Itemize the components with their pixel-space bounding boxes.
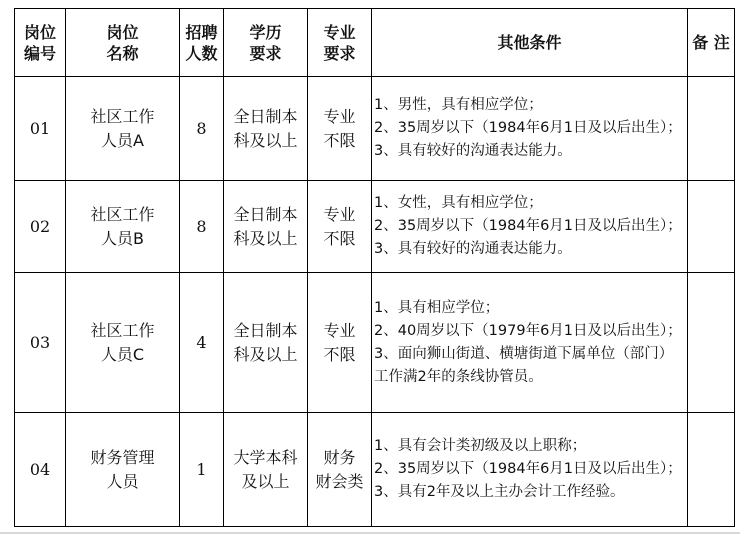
header-notes: 备 注: [688, 9, 735, 77]
education-line: 全日制本: [233, 204, 298, 224]
education-line: 科及以上: [233, 228, 298, 248]
other-conditions: [372, 77, 688, 181]
major-line: 专业: [323, 106, 356, 126]
condition-item: 3、面向狮山街道、横塘街道下属单位（部门）工作满2年的条线协管员。: [374, 345, 674, 385]
education-requirement: [224, 181, 308, 273]
condition-item: 3、具有2年及以上主办会计工作经验。: [374, 484, 625, 500]
other-conditions: [372, 413, 688, 527]
position-name-line: 财务管理: [90, 447, 155, 467]
header-position-code: [15, 9, 66, 77]
header-position-name: [66, 9, 180, 77]
condition-item: 2、40周岁以下（1979年6月1日及以后出生）；: [374, 322, 682, 339]
position-name-line: 人员B: [101, 228, 144, 248]
header-hiring-count: [180, 9, 224, 77]
header-other-conditions: 其他条件: [372, 9, 688, 77]
condition-item: 3、具有较好的沟通表达能力。: [374, 241, 572, 257]
major-line: 不限: [323, 228, 356, 248]
education-requirement: [224, 273, 308, 413]
header-text: 人数: [185, 43, 218, 63]
header-text: 名称: [106, 43, 139, 63]
condition-item: 1、具有会计类初级及以上职称；: [374, 438, 587, 454]
condition-item: 2、35周岁以下（1984年6月1日及以后出生）；: [374, 461, 682, 477]
other-conditions: [372, 181, 688, 273]
position-name-line: 社区工作: [90, 320, 155, 340]
header-text: 学历: [249, 22, 282, 42]
major-line: 不限: [323, 344, 356, 364]
header-text: 专业: [323, 22, 356, 42]
major-line: 专业: [323, 320, 356, 340]
condition-item: 2、35周岁以下（1984年6月1日及以后出生）；: [374, 218, 682, 234]
position-code: 02: [15, 181, 66, 273]
header-major: [308, 9, 372, 77]
hiring-count: 1: [180, 413, 224, 527]
education-line: 大学本科: [233, 447, 298, 467]
education-requirement: [224, 77, 308, 181]
condition-item: 1、男性，具有相应学位；: [374, 97, 543, 113]
header-row: [15, 9, 735, 77]
position-name: [66, 413, 180, 527]
education-requirement: [224, 413, 308, 527]
recruitment-table-container: [14, 8, 735, 527]
major-line: 财会类: [315, 471, 364, 491]
education-line: 科及以上: [233, 344, 298, 364]
page-bottom-divider: [0, 532, 740, 534]
position-name-line: 人员: [106, 471, 139, 491]
header-education: [224, 9, 308, 77]
condition-item: 2、35周岁以下（1984年6月1日及以后出生）；: [374, 120, 682, 136]
header-text: 要求: [323, 43, 356, 63]
condition-item: 3、具有较好的沟通表达能力。: [374, 143, 572, 159]
major-requirement: [308, 77, 372, 181]
education-line: 全日制本: [233, 106, 298, 126]
table-row: [15, 77, 735, 181]
hiring-count: 4: [180, 273, 224, 413]
position-code: 03: [15, 273, 66, 413]
position-code: 01: [15, 77, 66, 181]
major-requirement: [308, 273, 372, 413]
position-name: [66, 77, 180, 181]
condition-item: 1、女性，具有相应学位；: [374, 195, 543, 211]
table-row: [15, 413, 735, 527]
major-requirement: [308, 413, 372, 527]
position-name-line: 社区工作: [90, 106, 155, 126]
education-line: 科及以上: [233, 130, 298, 150]
hiring-count: 8: [180, 181, 224, 273]
hiring-count: 8: [180, 77, 224, 181]
notes-cell: [688, 413, 735, 527]
header-text: 要求: [249, 43, 282, 63]
table-row: [15, 181, 735, 273]
notes-cell: [688, 77, 735, 181]
table-row: [15, 273, 735, 413]
header-text: 岗位: [23, 22, 56, 42]
other-conditions: [372, 273, 688, 413]
header-text: 岗位: [106, 22, 139, 42]
education-line: 全日制本: [233, 320, 298, 340]
header-text: 编号: [23, 43, 56, 63]
major-line: 财务: [323, 447, 356, 467]
notes-cell: [688, 181, 735, 273]
major-line: 不限: [323, 130, 356, 150]
recruitment-table: [14, 8, 735, 527]
position-name-line: 人员A: [101, 130, 144, 150]
position-name-line: 社区工作: [90, 204, 155, 224]
condition-item: 1、具有相应学位；: [374, 299, 500, 316]
position-name: [66, 273, 180, 413]
major-requirement: [308, 181, 372, 273]
position-code: 04: [15, 413, 66, 527]
position-name: [66, 181, 180, 273]
position-name-line: 人员C: [100, 344, 145, 364]
education-line: 及以上: [241, 471, 290, 491]
header-text: 招聘: [185, 22, 218, 42]
major-line: 专业: [323, 204, 356, 224]
notes-cell: [688, 273, 735, 413]
